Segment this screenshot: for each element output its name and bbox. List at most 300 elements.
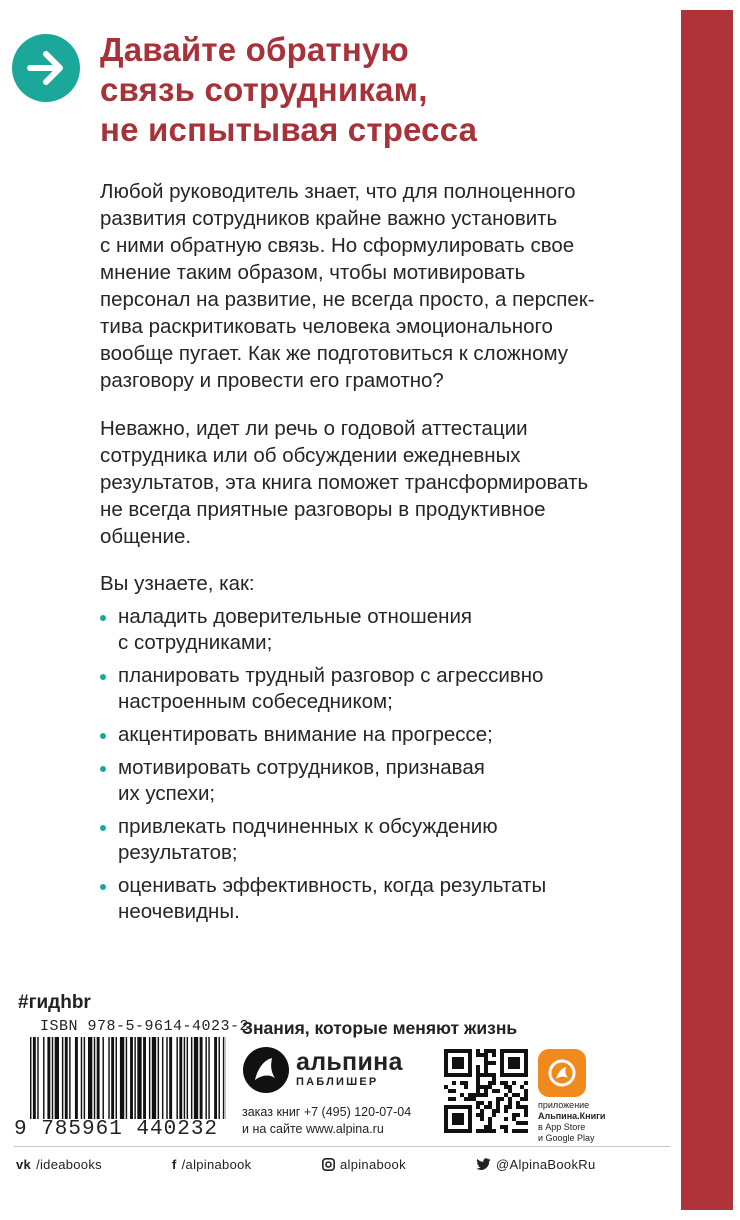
facebook-icon: f	[172, 1157, 177, 1172]
qr-module	[496, 1109, 500, 1113]
qr-module	[444, 1053, 448, 1057]
qr-module	[448, 1089, 452, 1093]
qr-module	[512, 1049, 516, 1053]
book-title	[100, 30, 660, 150]
qr-module	[480, 1109, 484, 1113]
qr-module	[456, 1105, 460, 1109]
qr-module	[460, 1129, 464, 1133]
qr-module	[476, 1085, 480, 1089]
series-hashtag: #гидhbr	[18, 992, 91, 1013]
qr-module	[464, 1097, 468, 1101]
list-item-line: неочевидны.	[118, 900, 240, 923]
qr-module	[496, 1101, 500, 1105]
qr-module	[488, 1101, 492, 1105]
app-text-line: в App Store	[538, 1122, 586, 1132]
qr-module	[508, 1101, 512, 1105]
barcode-bar	[37, 1037, 38, 1119]
qr-module	[472, 1093, 476, 1097]
qr-module	[512, 1129, 516, 1133]
qr-module	[524, 1097, 528, 1101]
vk-handle: /ideabooks	[36, 1157, 102, 1172]
list-item-line: наладить доверительные отношения	[118, 605, 472, 628]
qr-module	[524, 1089, 528, 1093]
qr-module	[460, 1061, 464, 1065]
qr-module	[476, 1077, 480, 1081]
text-line: не всегда приятные разговоры в продуктивное	[100, 498, 546, 521]
qr-module	[504, 1129, 508, 1133]
qr-module	[452, 1117, 456, 1121]
list-item-line: результатов;	[118, 841, 238, 864]
barcode-bar	[158, 1037, 159, 1119]
qr-module	[504, 1109, 508, 1113]
list-item-line: акцентировать внимание на прогрессе;	[118, 723, 493, 746]
qr-module	[452, 1105, 456, 1109]
qr-module	[476, 1089, 480, 1093]
qr-module	[480, 1053, 484, 1057]
qr-module	[488, 1049, 492, 1053]
qr-module	[492, 1081, 496, 1085]
qr-module	[512, 1073, 516, 1077]
qr-module	[520, 1097, 524, 1101]
qr-module	[484, 1053, 488, 1057]
qr-module	[516, 1093, 520, 1097]
qr-module	[468, 1109, 472, 1113]
qr-module	[452, 1113, 456, 1117]
qr-module	[476, 1069, 480, 1073]
barcode-bar	[65, 1037, 68, 1119]
qr-module	[524, 1121, 528, 1125]
list-item	[100, 663, 660, 715]
twitter-icon	[476, 1158, 491, 1171]
learning-list	[100, 604, 660, 932]
qr-module	[496, 1089, 500, 1093]
qr-module	[476, 1065, 480, 1069]
qr-module	[504, 1081, 508, 1085]
order-info	[242, 1104, 442, 1138]
list-item	[100, 604, 660, 656]
qr-module	[448, 1049, 452, 1053]
qr-module	[488, 1085, 492, 1089]
qr-module	[508, 1065, 512, 1069]
barcode-bar	[81, 1037, 82, 1119]
qr-module	[500, 1069, 504, 1073]
barcode-bar	[130, 1037, 133, 1119]
barcode-bar	[120, 1037, 124, 1119]
qr-module	[500, 1053, 504, 1057]
facebook-handle: /alpinabook	[181, 1157, 252, 1172]
qr-module	[444, 1121, 448, 1125]
vk-link[interactable]	[16, 1157, 102, 1172]
qr-module	[464, 1049, 468, 1053]
publisher-logo-icon	[242, 1046, 290, 1094]
facebook-link[interactable]	[172, 1157, 251, 1172]
twitter-link[interactable]	[476, 1157, 595, 1172]
text-line: с ними обратную связь. Но сформулировать свое	[100, 234, 575, 257]
publisher-tagline: Знания, которые меняют жизнь	[242, 1018, 518, 1038]
qr-module	[484, 1085, 488, 1089]
qr-module	[508, 1057, 512, 1061]
barcode-bar	[184, 1037, 185, 1119]
publisher-subtitle: ПАБЛИШЕР	[296, 1076, 379, 1088]
qr-module	[496, 1097, 500, 1101]
qr-module	[520, 1085, 524, 1089]
qr-module	[500, 1061, 504, 1065]
qr-module	[472, 1097, 476, 1101]
barcode-bar	[194, 1037, 198, 1119]
qr-module	[516, 1073, 520, 1077]
qr-module	[504, 1093, 508, 1097]
qr-module	[484, 1057, 488, 1061]
list-item	[100, 755, 660, 807]
text-line: тива раскритиковать человека эмоционального	[100, 315, 553, 338]
list-item-line: их успехи;	[118, 782, 216, 805]
qr-module	[484, 1069, 488, 1073]
description-paragraph-2	[100, 415, 660, 550]
qr-module	[516, 1065, 520, 1069]
qr-module	[460, 1057, 464, 1061]
app-text-line: приложение	[538, 1100, 590, 1110]
qr-module	[512, 1093, 516, 1097]
barcode-bar	[116, 1037, 117, 1119]
list-item-line: с сотрудниками;	[118, 631, 273, 654]
qr-module	[500, 1125, 504, 1129]
qr-module	[516, 1061, 520, 1065]
qr-module	[524, 1061, 528, 1065]
qr-module	[476, 1093, 480, 1097]
qr-module	[444, 1073, 448, 1077]
qr-module	[504, 1073, 508, 1077]
qr-module	[484, 1093, 488, 1097]
list-item	[100, 814, 660, 866]
qr-module	[488, 1125, 492, 1129]
qr-module	[460, 1113, 464, 1117]
barcode-bar	[179, 1037, 182, 1119]
barcode-bar	[166, 1037, 167, 1119]
qr-module	[444, 1113, 448, 1117]
title-line: не испытывая стресса	[100, 111, 478, 148]
qr-module	[524, 1065, 528, 1069]
barcode-bar	[88, 1037, 92, 1119]
barcode-bar	[205, 1037, 206, 1119]
qr-module	[444, 1117, 448, 1121]
spine-stripe	[681, 10, 733, 1210]
instagram-link[interactable]	[322, 1157, 406, 1172]
barcode-bar	[169, 1037, 172, 1119]
qr-module	[508, 1061, 512, 1065]
qr-module	[476, 1105, 480, 1109]
qr-module	[512, 1117, 516, 1121]
text-line: сотрудника или об обсуждении ежедневных	[100, 444, 521, 467]
qr-module	[508, 1097, 512, 1101]
qr-module	[456, 1113, 460, 1117]
order-phone: заказ книг +7 (495) 120-07-04	[242, 1105, 412, 1119]
qr-module	[468, 1073, 472, 1077]
text-line: мнение таким образом, чтобы мотивировать	[100, 261, 526, 284]
qr-module	[524, 1069, 528, 1073]
qr-module	[492, 1113, 496, 1117]
qr-module	[468, 1125, 472, 1129]
qr-module	[520, 1073, 524, 1077]
barcode-bar	[69, 1037, 70, 1119]
qr-module	[524, 1073, 528, 1077]
qr-module	[480, 1093, 484, 1097]
qr-module	[448, 1097, 452, 1101]
qr-module	[504, 1117, 508, 1121]
barcode-bar	[143, 1037, 146, 1119]
qr-module	[484, 1049, 488, 1053]
qr-module	[468, 1129, 472, 1133]
qr-module	[476, 1101, 480, 1105]
isbn-barcode	[30, 1037, 226, 1119]
qr-module	[524, 1129, 528, 1133]
list-item-line: оценивать эффективность, когда результаты	[118, 874, 547, 897]
qr-module	[492, 1053, 496, 1057]
qr-module	[492, 1073, 496, 1077]
qr-module	[452, 1129, 456, 1133]
qr-module	[476, 1073, 480, 1077]
qr-module	[500, 1049, 504, 1053]
qr-module	[444, 1105, 448, 1109]
qr-module	[520, 1049, 524, 1053]
qr-module	[488, 1121, 492, 1125]
qr-module	[516, 1113, 520, 1117]
qr-module	[460, 1105, 464, 1109]
qr-module	[456, 1057, 460, 1061]
qr-module	[460, 1065, 464, 1069]
app-icon[interactable]	[538, 1049, 586, 1097]
qr-module	[448, 1105, 452, 1109]
barcode-bar	[43, 1037, 44, 1119]
qr-module	[488, 1129, 492, 1133]
barcode-bar	[223, 1037, 224, 1119]
qr-module	[524, 1053, 528, 1057]
qr-module	[516, 1129, 520, 1133]
barcode-bar	[149, 1037, 150, 1119]
qr-module	[460, 1049, 464, 1053]
barcode-bar	[33, 1037, 36, 1119]
qr-module	[524, 1113, 528, 1117]
qr-module	[516, 1057, 520, 1061]
barcode-bar	[108, 1037, 109, 1119]
twitter-handle: @AlpinaBookRu	[496, 1157, 596, 1172]
qr-module	[480, 1073, 484, 1077]
qr-module	[464, 1081, 468, 1085]
qr-module	[504, 1085, 508, 1089]
qr-module	[500, 1065, 504, 1069]
qr-module	[516, 1121, 520, 1125]
qr-module	[524, 1105, 528, 1109]
qr-module	[512, 1065, 516, 1069]
barcode-bar	[214, 1037, 217, 1119]
barcode-bar	[152, 1037, 156, 1119]
qr-module	[480, 1101, 484, 1105]
qr-module	[484, 1065, 488, 1069]
bullet-icon	[100, 733, 106, 739]
barcode-bar	[200, 1037, 203, 1119]
qr-module	[448, 1129, 452, 1133]
barcode-bar	[30, 1037, 31, 1119]
list-item-line: привлекать подчиненных к обсуждению	[118, 815, 498, 838]
qr-module	[492, 1049, 496, 1053]
qr-module	[444, 1125, 448, 1129]
qr-module	[452, 1061, 456, 1065]
publisher-name: альпина	[296, 1048, 403, 1076]
barcode-digits: 9 785961 440232	[14, 1118, 219, 1141]
qr-module	[468, 1117, 472, 1121]
app-store-text	[538, 1100, 648, 1144]
order-site: и на сайте www.alpina.ru	[242, 1122, 384, 1136]
barcode-bar	[55, 1037, 59, 1119]
qr-module	[492, 1109, 496, 1113]
qr-module	[464, 1073, 468, 1077]
qr-module	[508, 1073, 512, 1077]
barcode-bar	[103, 1037, 104, 1119]
barcode-bar	[187, 1037, 188, 1119]
qr-module	[456, 1129, 460, 1133]
barcode-bar	[134, 1037, 135, 1119]
qr-module	[480, 1129, 484, 1133]
qr-module	[476, 1129, 480, 1133]
text-line: разговору и провести его грамотно?	[100, 369, 444, 392]
barcode-bar	[97, 1037, 100, 1119]
description-paragraph-1	[100, 178, 660, 394]
list-item-line: настроенным собеседником;	[118, 690, 393, 713]
barcode-bar	[62, 1037, 63, 1119]
qr-module	[452, 1089, 456, 1093]
list-item-line: мотивировать сотрудников, признавая	[118, 756, 485, 779]
qr-module	[516, 1049, 520, 1053]
text-line: Неважно, идет ли речь о годовой аттестации	[100, 417, 528, 440]
list-intro: Вы узнаете, как:	[100, 572, 255, 595]
qr-module	[456, 1061, 460, 1065]
title-line: Давайте обратную	[100, 31, 409, 68]
qr-module	[484, 1089, 488, 1093]
qr-module	[500, 1081, 504, 1085]
qr-module	[508, 1089, 512, 1093]
qr-module	[444, 1129, 448, 1133]
bullet-icon	[100, 884, 106, 890]
barcode-bar	[52, 1037, 53, 1119]
qr-module	[488, 1073, 492, 1077]
qr-module	[496, 1105, 500, 1109]
qr-module	[520, 1121, 524, 1125]
qr-module	[452, 1057, 456, 1061]
qr-module	[460, 1073, 464, 1077]
qr-module	[516, 1101, 520, 1105]
barcode-bar	[137, 1037, 141, 1119]
list-item	[100, 873, 660, 925]
qr-module	[452, 1097, 456, 1101]
qr-module	[492, 1129, 496, 1133]
qr-module	[512, 1113, 516, 1117]
qr-module	[504, 1049, 508, 1053]
qr-module	[524, 1057, 528, 1061]
barcode-bar	[219, 1037, 220, 1119]
qr-module	[456, 1065, 460, 1069]
text-line: результатов, эта книга поможет трансформировать	[100, 471, 589, 494]
qr-module	[484, 1125, 488, 1129]
title-line: связь сотрудникам,	[100, 71, 428, 108]
barcode-bar	[111, 1037, 114, 1119]
qr-module	[452, 1065, 456, 1069]
text-line: Любой руководитель знает, что для полноценного	[100, 180, 576, 203]
barcode-bar	[75, 1037, 78, 1119]
bullet-icon	[100, 766, 106, 772]
app-text-line: и Google Play	[538, 1133, 595, 1143]
qr-module	[524, 1081, 528, 1085]
qr-module	[444, 1049, 448, 1053]
qr-module	[452, 1081, 456, 1085]
qr-module	[504, 1125, 508, 1129]
qr-module	[468, 1057, 472, 1061]
bullet-icon	[100, 825, 106, 831]
qr-module	[500, 1097, 504, 1101]
list-item	[100, 722, 660, 748]
qr-module	[512, 1081, 516, 1085]
qr-module	[488, 1117, 492, 1121]
qr-module	[508, 1085, 512, 1089]
qr-module	[444, 1069, 448, 1073]
barcode-bar	[176, 1037, 177, 1119]
qr-module	[448, 1073, 452, 1077]
qr-module	[508, 1049, 512, 1053]
qr-module	[476, 1049, 480, 1053]
qr-module	[488, 1105, 492, 1109]
qr-module	[468, 1121, 472, 1125]
qr-module	[468, 1069, 472, 1073]
text-line: развития сотрудников крайне важно установить	[100, 207, 558, 230]
qr-code[interactable]	[444, 1049, 528, 1133]
qr-module	[488, 1061, 492, 1065]
list-item-line: планировать трудный разговор с агрессивно	[118, 664, 544, 687]
qr-module	[456, 1049, 460, 1053]
qr-module	[456, 1117, 460, 1121]
qr-module	[508, 1105, 512, 1109]
qr-module	[500, 1057, 504, 1061]
qr-module	[456, 1073, 460, 1077]
qr-module	[464, 1105, 468, 1109]
qr-module	[476, 1113, 480, 1117]
barcode-bar	[94, 1037, 95, 1119]
qr-module	[468, 1049, 472, 1053]
qr-module	[460, 1121, 464, 1125]
qr-module	[480, 1113, 484, 1117]
qr-module	[444, 1109, 448, 1113]
qr-module	[468, 1053, 472, 1057]
barcode-bar	[47, 1037, 50, 1119]
qr-module	[468, 1097, 472, 1101]
qr-module	[456, 1121, 460, 1125]
qr-module	[480, 1085, 484, 1089]
qr-module	[492, 1089, 496, 1093]
qr-module	[524, 1093, 528, 1097]
qr-module	[452, 1049, 456, 1053]
qr-module	[492, 1061, 496, 1065]
qr-module	[476, 1081, 480, 1085]
qr-module	[444, 1065, 448, 1069]
bullet-icon	[100, 674, 106, 680]
qr-module	[484, 1129, 488, 1133]
qr-module	[512, 1061, 516, 1065]
qr-module	[524, 1049, 528, 1053]
qr-module	[460, 1117, 464, 1121]
qr-module	[444, 1057, 448, 1061]
qr-module	[492, 1077, 496, 1081]
qr-module	[516, 1105, 520, 1109]
bullet-icon	[100, 615, 106, 621]
app-name: Альпина.Книги	[538, 1111, 606, 1121]
qr-module	[444, 1061, 448, 1065]
